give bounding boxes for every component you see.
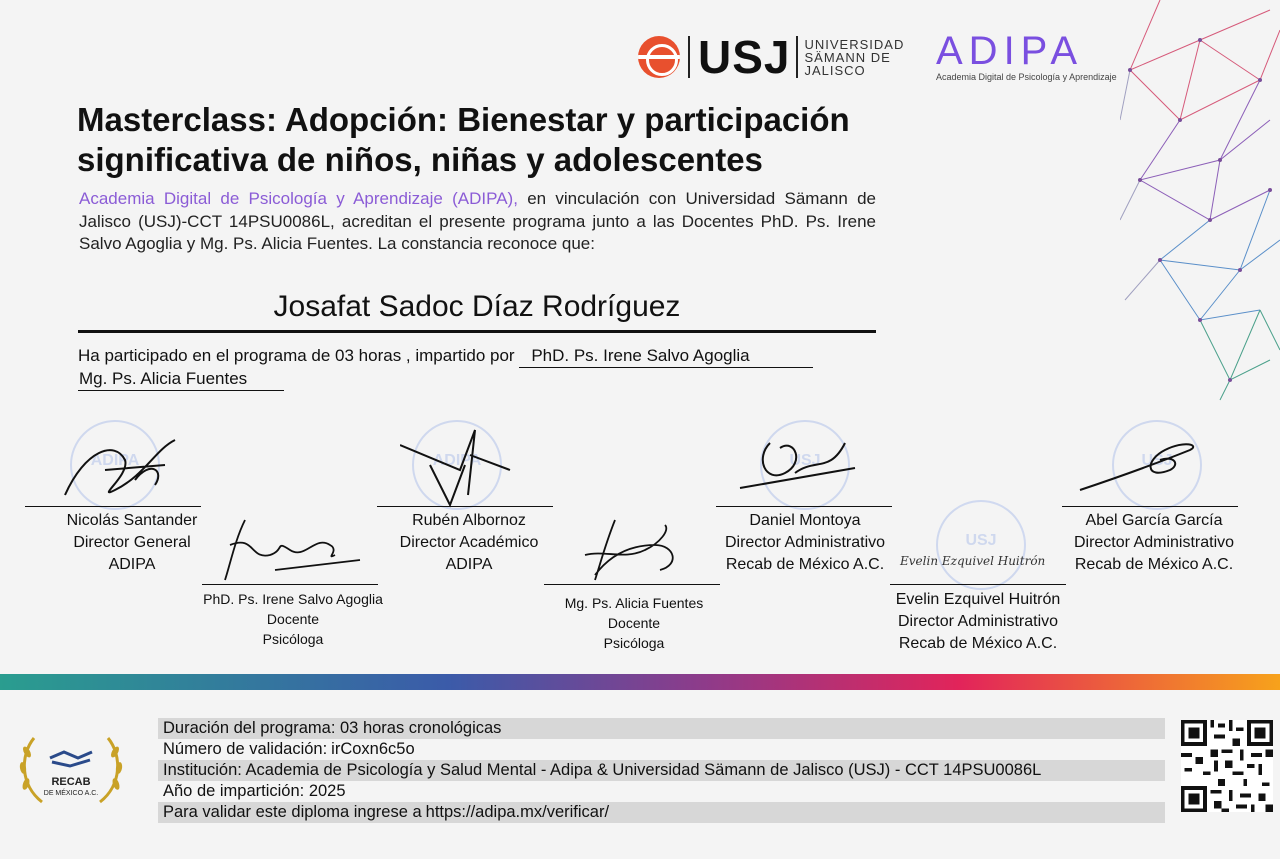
- signature-nicolas-santander: [55, 430, 195, 510]
- instructor-2: Mg. Ps. Alicia Fuentes: [78, 368, 284, 391]
- signatory-role: Director General: [73, 534, 191, 551]
- adipa-logo: [936, 29, 1117, 82]
- adipa-wordmark: ADIPA: [936, 29, 1084, 73]
- certificate-intro: [79, 188, 876, 256]
- signatory-role: Director Administrativo: [897, 613, 1059, 630]
- signatory-name: PhD. Ps. Irene Salvo Agoglia: [203, 591, 383, 607]
- network-decoration: [1120, 0, 1280, 410]
- validation-label: Número de validación:: [163, 740, 328, 758]
- svg-text:DE MÉXICO A.C.: DE MÉXICO A.C.: [43, 790, 99, 797]
- signatory-block: [183, 589, 403, 649]
- recab-logo: [12, 730, 130, 810]
- signatory-role: Director Administrativo: [724, 534, 886, 551]
- signature-line: [1062, 506, 1238, 507]
- signature-line: [890, 584, 1066, 585]
- signatory-org: Recab de México A.C.: [1074, 556, 1234, 573]
- signatory-name: Abel García García: [1085, 512, 1223, 529]
- signature-irene-salvo: [215, 515, 365, 585]
- signatory-name: Nicolás Santander: [66, 512, 198, 529]
- signatory-role: Docente: [607, 615, 661, 631]
- signature-line: [25, 506, 201, 507]
- signatory-role: Director Académico: [399, 534, 539, 551]
- usj-stamp: USJ: [1112, 420, 1202, 510]
- validation-code: irCoxn6c5o: [331, 740, 415, 758]
- signatory-block: [868, 589, 1088, 655]
- recipient-name: Josafat Sadoc Díaz Rodríguez: [78, 287, 876, 333]
- signatory-block: [32, 510, 232, 576]
- svg-text:Evelin Ezquivel Huitrón: Evelin Ezquivel Huitrón: [900, 554, 1046, 568]
- svg-text:RECAB: RECAB: [51, 776, 91, 788]
- adipa-stamp: ADIPA: [70, 420, 160, 510]
- duration-row: Duración del programa: 03 horas cronológicas: [158, 718, 1165, 739]
- signatory-block: [524, 593, 744, 653]
- usj-stamp: USJ: [760, 420, 850, 510]
- signature-ruben-albornoz: [400, 425, 520, 510]
- signatory-block: [1044, 510, 1264, 576]
- participation-text: Ha participado en el programa de 03 horas , impartido por: [78, 346, 520, 365]
- signature-line: [716, 506, 892, 507]
- usj-wordmark: USJ: [698, 31, 791, 83]
- signature-line: [202, 584, 378, 585]
- validate-link[interactable]: https://adipa.mx/verificar/: [425, 803, 610, 821]
- logo-divider: [688, 36, 690, 78]
- usj-logo: [638, 31, 905, 83]
- year-row: Año de impartición: 2025: [163, 782, 346, 800]
- signatory-org: Recab de México A.C.: [725, 556, 885, 573]
- validation-row: [158, 739, 1165, 760]
- participation-statement: [78, 345, 878, 391]
- signature-alicia-fuentes: [575, 515, 690, 585]
- institution-row: Institución: Academia de Psicología y Salud Mental - Adipa & Universidad Sämann de Jalisco (USJ) - CCT 14PSU0086L: [158, 760, 1165, 781]
- signatory-name: Rubén Albornoz: [412, 512, 526, 529]
- signatory-name: Mg. Ps. Alicia Fuentes: [564, 595, 704, 611]
- qr-code[interactable]: [1181, 720, 1273, 812]
- logo-divider: [796, 36, 798, 78]
- usj-stamp: USJ: [936, 500, 1026, 590]
- signatory-org: ADIPA: [445, 556, 493, 573]
- usj-university-name: UNIVERSIDAD SÄMANN DE JALISCO: [804, 36, 905, 78]
- usj-emblem-icon: [638, 36, 680, 78]
- program-info: [158, 718, 1165, 823]
- signatory-org: Psicóloga: [262, 631, 324, 647]
- validate-row: [158, 802, 1165, 823]
- certificate-title: Masterclass: Adopción: Bienestar y participación significativa de niños, niñas y adolescentes: [77, 101, 850, 178]
- intro-organization: Academia Digital de Psicología y Aprendizaje (ADIPA),: [79, 189, 518, 208]
- signatory-block: [369, 510, 569, 576]
- signature-abel-garcia: [1075, 435, 1205, 495]
- adipa-stamp: ADIPA: [412, 420, 502, 510]
- validate-label: Para validar este diploma ingrese a: [163, 803, 422, 821]
- instructor-1: PhD. Ps. Irene Salvo Agoglia: [519, 345, 813, 368]
- signatory-name: Daniel Montoya: [749, 512, 861, 529]
- signatory-block: [695, 510, 915, 576]
- signature-line: [544, 584, 720, 585]
- signatory-org: Psicóloga: [603, 635, 665, 651]
- signatory-role: Director Administrativo: [1073, 534, 1235, 551]
- signatory-name: Evelin Ezquivel Huitrón: [895, 591, 1061, 608]
- signatory-role: Docente: [266, 611, 320, 627]
- signatory-org: ADIPA: [108, 556, 156, 573]
- color-gradient-bar: [0, 674, 1280, 690]
- signature-line: [377, 506, 553, 507]
- adipa-tagline: Academia Digital de Psicología y Aprendizaje: [936, 72, 1117, 82]
- signatory-org: Recab de México A.C.: [898, 635, 1058, 652]
- intro-text: en vinculación con Universidad Sämann de Jalisco (USJ)-CCT 14PSU0086L, acreditan el presente programa junto a las Docentes PhD. Ps. Irene Salvo Agoglia y Mg. Ps. Alicia Fuentes. La constancia reconoce que:: [79, 189, 876, 253]
- signature-daniel-montoya: [735, 428, 865, 498]
